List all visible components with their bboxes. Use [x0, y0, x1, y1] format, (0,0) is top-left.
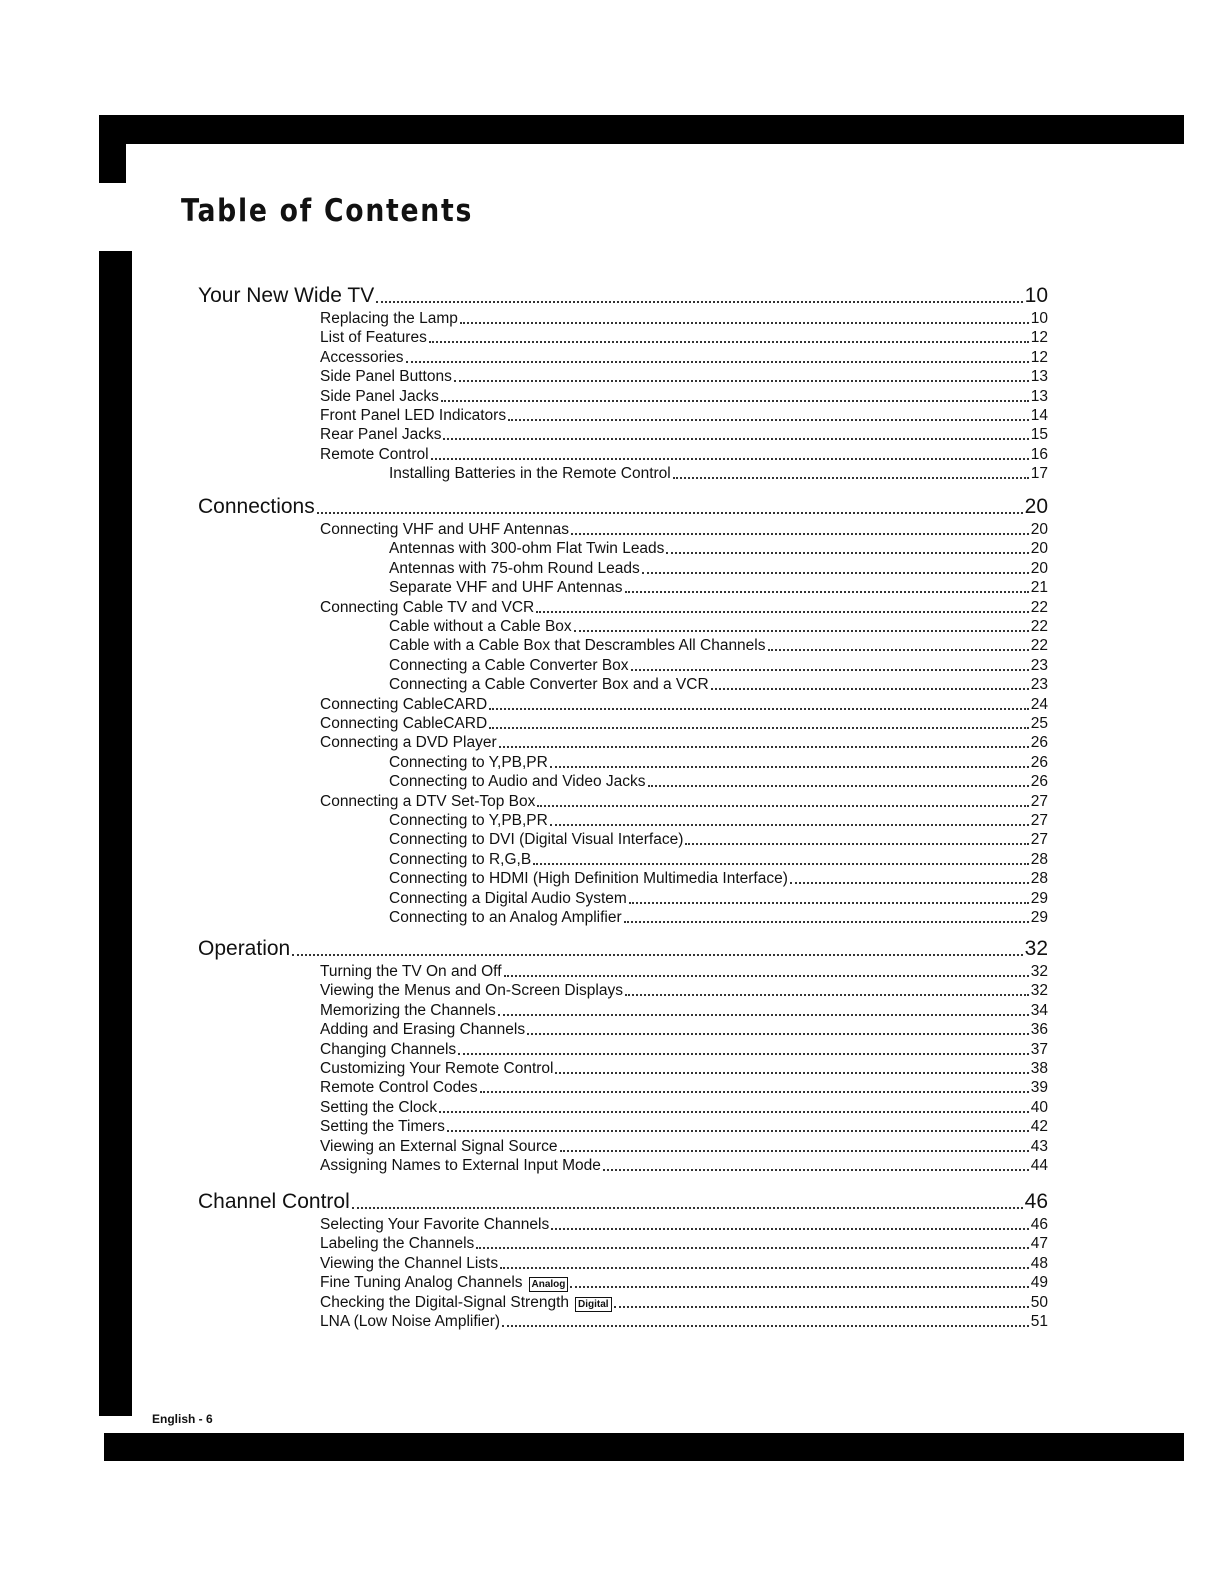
toc-entry	[320, 388, 1048, 407]
toc-entry	[320, 1274, 1048, 1293]
toc-label: Channel Control	[198, 1190, 350, 1213]
toc-label: Remote Control	[320, 445, 429, 463]
toc-label: Memorizing the Channels	[320, 1001, 496, 1019]
toc-label: Antennas with 300-ohm Flat Twin Leads	[389, 540, 665, 558]
toc-label: Side Panel Jacks	[320, 387, 439, 405]
toc-page-number: 22	[1030, 637, 1048, 655]
toc-page-number: 34	[1030, 1001, 1048, 1019]
toc-entry	[320, 599, 1048, 618]
dot-leader	[489, 708, 1029, 710]
dot-leader	[429, 341, 1029, 343]
toc-subentry	[389, 540, 1048, 559]
dot-leader	[574, 630, 1029, 632]
toc-page-number: 26	[1030, 734, 1048, 752]
dot-leader	[551, 1228, 1029, 1230]
dot-leader	[533, 863, 1029, 865]
toc-page-number: 29	[1030, 889, 1048, 907]
toc-entry	[320, 1041, 1048, 1060]
toc-entry	[320, 310, 1048, 329]
page-footer: English - 6	[152, 1412, 213, 1426]
toc-page-number: 32	[1030, 982, 1048, 1000]
toc-entry	[320, 793, 1048, 812]
dot-leader	[673, 477, 1029, 479]
toc-page-number: 32	[1024, 937, 1048, 960]
toc-subentry	[389, 754, 1048, 773]
toc-label: Replacing the Lamp	[320, 310, 458, 327]
toc-label: Connecting CableCARD	[320, 715, 488, 732]
toc-label: Connecting a DTV Set-Top Box	[320, 792, 536, 810]
toc-page-number: 23	[1030, 676, 1048, 694]
toc-entry	[320, 982, 1048, 1001]
dot-leader	[443, 438, 1028, 440]
toc-page-number: 17	[1030, 465, 1048, 483]
dot-leader	[711, 688, 1029, 690]
toc-label: Connecting to Y,PB,PR	[389, 812, 548, 829]
dot-leader	[292, 954, 1022, 956]
toc-page-number: 28	[1030, 870, 1048, 888]
toc-label: Installing Batteries in the Remote Control	[389, 465, 671, 483]
toc-label: Connecting to Audio and Video Jacks	[389, 773, 646, 791]
toc-label: Viewing the Menus and On-Screen Displays	[320, 982, 623, 1000]
toc-subentry	[389, 890, 1048, 909]
dot-leader	[624, 921, 1029, 923]
toc-label: Rear Panel Jacks	[320, 426, 442, 444]
toc-label: Your New Wide TV	[198, 284, 375, 307]
toc-page-number: 15	[1030, 426, 1048, 444]
toc-page-number: 28	[1030, 850, 1048, 868]
toc-entry	[320, 1099, 1048, 1118]
toc-entry	[320, 1060, 1048, 1079]
toc-entry	[320, 329, 1048, 348]
toc-label: Cable without a Cable Box	[389, 618, 572, 635]
toc-badge: Digital	[575, 1297, 612, 1312]
dot-leader	[502, 1325, 1029, 1327]
toc-page-number: 20	[1030, 540, 1048, 558]
dot-leader	[352, 1207, 1023, 1209]
dot-leader	[498, 1014, 1029, 1016]
toc-page-number: 36	[1030, 1021, 1048, 1039]
dot-leader	[571, 533, 1029, 535]
dot-leader	[642, 572, 1029, 574]
top-left-black-tab	[99, 115, 126, 183]
toc-subentry	[389, 657, 1048, 676]
dot-leader	[648, 785, 1029, 787]
toc-label: Changing Channels	[320, 1040, 457, 1058]
toc-entry	[320, 426, 1048, 445]
toc-page-number: 24	[1030, 695, 1048, 713]
toc-page-number: 13	[1030, 387, 1048, 405]
toc-label: Viewing the Channel Lists	[320, 1254, 499, 1272]
toc-page-number: 40	[1030, 1098, 1048, 1116]
toc-label: Connecting to HDMI (High Definition Multimedia Interface)	[389, 870, 788, 888]
dot-leader	[550, 824, 1029, 826]
toc-label: Selecting Your Favorite Channels	[320, 1216, 550, 1233]
toc-subentry	[389, 465, 1048, 484]
toc-label: Setting the Timers	[320, 1118, 445, 1136]
toc-page-number: 26	[1030, 753, 1048, 771]
toc-page-number: 38	[1030, 1060, 1048, 1077]
dot-leader	[499, 746, 1029, 748]
toc-subentry	[389, 637, 1048, 656]
toc-page-number: 39	[1030, 1079, 1048, 1097]
toc-entry	[320, 963, 1048, 982]
toc-label: Connecting Cable TV and VCR	[320, 598, 535, 616]
toc-subentry	[389, 870, 1048, 889]
toc-page-number: 10	[1030, 310, 1048, 327]
toc-label: Antennas with 75-ohm Round Leads	[389, 559, 640, 577]
dot-leader	[454, 380, 1029, 382]
dot-leader	[560, 1150, 1029, 1152]
dot-leader	[570, 1286, 1028, 1288]
toc-label: Operation	[198, 937, 291, 960]
toc-page-number: 23	[1030, 656, 1048, 674]
toc-label: Customizing Your Remote Control	[320, 1060, 554, 1077]
toc-entry	[320, 1255, 1048, 1274]
toc-page-number: 29	[1030, 909, 1048, 926]
toc-label: Remote Control Codes	[320, 1079, 478, 1097]
dot-leader	[458, 1053, 1029, 1055]
toc-page-number: 51	[1030, 1313, 1048, 1330]
dot-leader	[500, 1267, 1029, 1269]
toc-page-number: 32	[1030, 963, 1048, 980]
toc-label: Cable with a Cable Box that Descrambles All Channels	[389, 637, 766, 655]
dot-leader	[685, 843, 1028, 845]
dot-leader	[480, 1091, 1029, 1093]
dot-leader	[439, 1111, 1029, 1113]
toc-entry	[320, 1235, 1048, 1254]
toc-label: List of Features	[320, 329, 427, 347]
toc-label: Adding and Erasing Channels	[320, 1021, 526, 1039]
toc-page-number: 13	[1030, 368, 1048, 386]
toc-label: Separate VHF and UHF Antennas	[389, 579, 623, 597]
dot-leader	[476, 1247, 1028, 1249]
toc-page-number: 46	[1030, 1216, 1048, 1233]
toc-page-number: 27	[1030, 812, 1048, 829]
toc-entry	[320, 1138, 1048, 1157]
toc-page-number: 12	[1030, 348, 1048, 366]
dot-leader	[768, 649, 1029, 651]
toc-page-number: 16	[1030, 445, 1048, 463]
dot-leader	[537, 805, 1028, 807]
dot-leader	[629, 902, 1029, 904]
toc-label: Connecting a Cable Converter Box	[389, 656, 629, 674]
toc-entry	[320, 1002, 1048, 1021]
toc-label: Fine Tuning Analog Channels	[320, 1274, 523, 1292]
toc-page-number: 26	[1030, 773, 1048, 791]
dot-leader	[550, 766, 1029, 768]
dot-leader	[790, 882, 1029, 884]
toc-page-number: 21	[1030, 579, 1048, 597]
toc-entry	[320, 715, 1048, 734]
toc-page-number: 44	[1030, 1157, 1048, 1174]
toc-label: Connections	[198, 495, 315, 518]
toc-entry	[320, 1313, 1048, 1332]
top-black-bar	[99, 115, 1184, 144]
dot-leader	[625, 591, 1029, 593]
toc-page-number: 50	[1030, 1293, 1048, 1311]
toc-entry	[320, 1294, 1048, 1313]
dot-leader	[441, 400, 1029, 402]
toc-label: Accessories	[320, 348, 404, 366]
dot-leader	[666, 552, 1028, 554]
toc-subentry	[389, 618, 1048, 637]
toc-badge: Analog	[529, 1277, 569, 1292]
toc-subentry	[389, 773, 1048, 792]
left-black-bar	[99, 251, 132, 1416]
toc-entry	[320, 1118, 1048, 1137]
toc-label: Labeling the Channels	[320, 1235, 475, 1253]
toc-page-number: 12	[1030, 329, 1048, 347]
toc-label: Front Panel LED Indicators	[320, 407, 507, 424]
dot-leader	[447, 1130, 1029, 1132]
toc-subentry	[389, 676, 1048, 695]
dot-leader	[527, 1033, 1029, 1035]
toc-label: LNA (Low Noise Amplifier)	[320, 1313, 501, 1330]
toc-page-number: 20	[1030, 559, 1048, 577]
toc-page-number: 20	[1030, 521, 1048, 538]
page-title: Table of Contents	[181, 193, 474, 229]
toc-label: Connecting a Cable Converter Box and a VCR	[389, 676, 709, 694]
bottom-black-bar	[104, 1433, 1184, 1461]
toc-page-number: 22	[1030, 618, 1048, 635]
toc-label: Connecting to DVI (Digital Visual Interface)	[389, 831, 684, 849]
dot-leader	[536, 611, 1028, 613]
toc-entry	[320, 1021, 1048, 1040]
dot-leader	[625, 994, 1029, 996]
toc-page-number: 22	[1030, 598, 1048, 616]
toc-page-number: 37	[1030, 1040, 1048, 1058]
dot-leader	[631, 669, 1029, 671]
toc-label: Connecting a Digital Audio System	[389, 889, 627, 907]
toc-entry	[320, 368, 1048, 387]
toc-entry	[320, 734, 1048, 753]
toc-label: Checking the Digital-Signal Strength	[320, 1293, 569, 1311]
dot-leader	[431, 458, 1029, 460]
toc-subentry	[389, 812, 1048, 831]
dot-leader	[406, 361, 1029, 363]
toc-subentry	[389, 851, 1048, 870]
toc-entry	[320, 1216, 1048, 1235]
dot-leader	[555, 1072, 1028, 1074]
toc-entry	[320, 1157, 1048, 1176]
toc-label: Connecting VHF and UHF Antennas	[320, 521, 569, 538]
toc-label: Connecting to R,G,B	[389, 850, 532, 868]
dot-leader	[317, 512, 1023, 514]
toc-entry	[320, 521, 1048, 540]
toc-page-number: 43	[1030, 1137, 1048, 1155]
toc-label: Side Panel Buttons	[320, 368, 452, 386]
toc-label: Connecting to Y,PB,PR	[389, 753, 548, 771]
toc-section	[198, 495, 1048, 520]
toc-entry	[320, 446, 1048, 465]
toc-entry	[320, 1079, 1048, 1098]
dot-leader	[508, 419, 1029, 421]
toc-label: Setting the Clock	[320, 1098, 438, 1116]
dot-leader	[460, 322, 1029, 324]
toc-entry	[320, 407, 1048, 426]
toc-label: Connecting a DVD Player	[320, 734, 497, 752]
dot-leader	[504, 975, 1029, 977]
toc-label: Connecting to an Analog Amplifier	[389, 909, 622, 926]
toc-page-number: 46	[1024, 1190, 1048, 1213]
dot-leader	[489, 727, 1029, 729]
toc-page-number: 14	[1030, 407, 1048, 424]
toc-page-number: 47	[1030, 1235, 1048, 1253]
dot-leader	[603, 1169, 1029, 1171]
toc-page-number: 25	[1030, 715, 1048, 732]
toc-label: Connecting CableCARD	[320, 695, 488, 713]
toc-page-number: 42	[1030, 1118, 1048, 1136]
toc-entry	[320, 696, 1048, 715]
toc-page-number: 49	[1030, 1274, 1048, 1292]
dot-leader	[614, 1306, 1029, 1308]
toc-page-number: 27	[1030, 792, 1048, 810]
toc-label: Viewing an External Signal Source	[320, 1137, 558, 1155]
toc-page-number: 48	[1030, 1254, 1048, 1272]
toc-subentry	[389, 579, 1048, 598]
toc-page-number: 27	[1030, 831, 1048, 849]
toc-page-number: 10	[1024, 284, 1048, 307]
toc-subentry	[389, 831, 1048, 850]
toc-section	[198, 937, 1048, 962]
toc-page-number: 20	[1024, 495, 1048, 518]
toc-section	[198, 284, 1048, 309]
toc-subentry	[389, 560, 1048, 579]
toc-section	[198, 1190, 1048, 1215]
toc-label: Assigning Names to External Input Mode	[320, 1157, 601, 1174]
dot-leader	[376, 301, 1022, 303]
toc-entry	[320, 349, 1048, 368]
toc-subentry	[389, 909, 1048, 928]
toc-label: Turning the TV On and Off	[320, 963, 502, 980]
